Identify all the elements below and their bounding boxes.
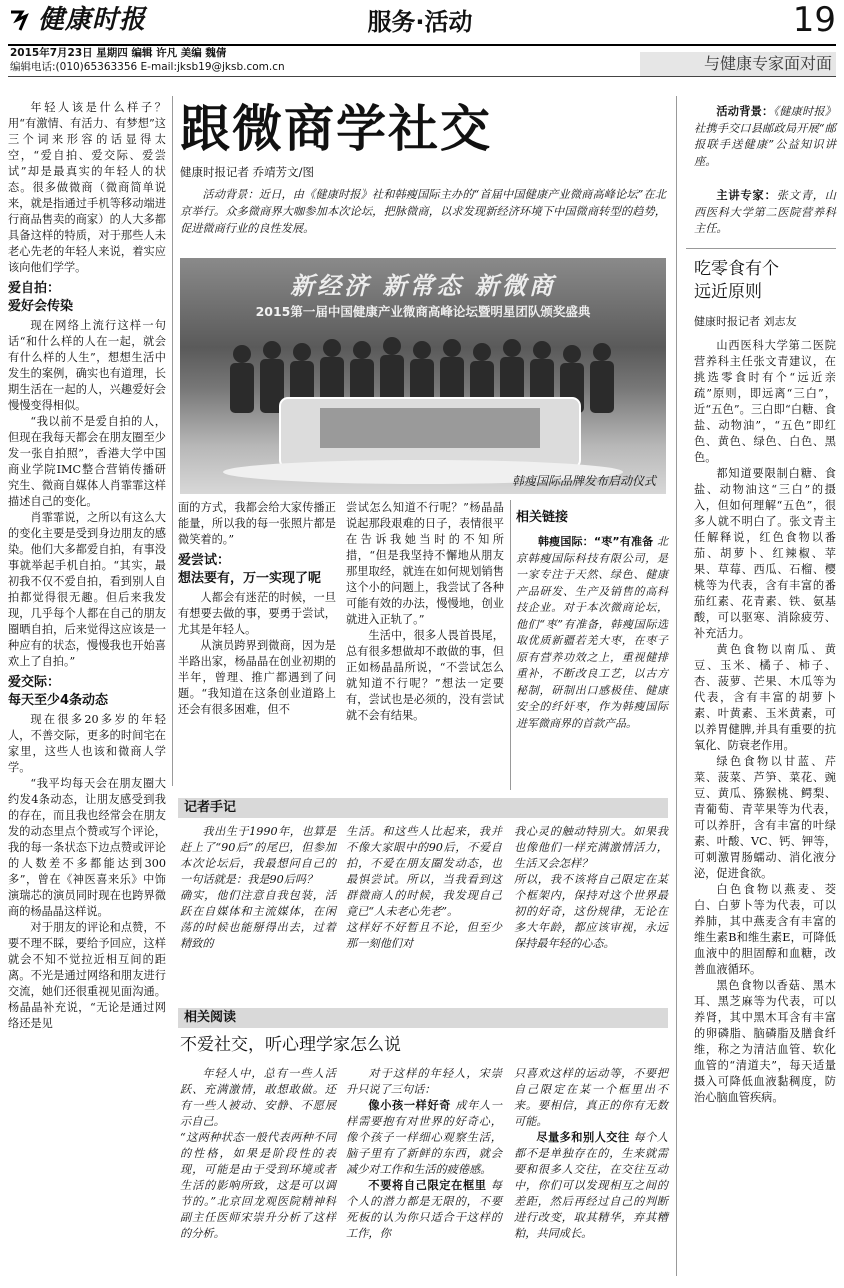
reading-col-2 [346,1066,502,1242]
right-expert-text: 张文青，山西医科大学第二医院营养科主任。 [694,189,836,235]
reading-header: 相关阅读 [178,1008,668,1028]
col3-paragraph: 生活中，很多人畏首畏尾，总有很多想做却不敢做的事，但正如杨晶晶所说，“不尝试怎么就知道不行呢？”想法一定要有，尝试也是必须的，没有尝试就不会有结果。 [346,629,504,722]
related-link-header: 相关链接 [516,510,569,525]
reading-tip-no-limit: 不要将自己限定在框里 [368,1179,487,1192]
col2-paragraph: 从演员跨界到微商，因为是半路出家，杨晶晶在创业初期的半年，曾理、推广都遇到了问题。“我知道在这条创业道路上还会有很多困难，但不 [178,639,336,716]
reading-tip-text: 成年人一样需要抱有对世界的好奇心，像个孩子一样细心观察生活，脑子里有了新鲜的东西，就会减少对工作和生活的疲倦感。 [346,1099,502,1176]
col1-paragraph: “我以前不是爱自拍的人，但现在我每天都会在朋友圈至少发一张自拍照”，香港大学中国商业学院IMC整合营销传播研究生、微商自媒体人肖霏霏这样描述自己的变化。 [8,415,166,508]
col1-subhead-selfie: 爱自拍： 爱好会传染 [8,281,74,314]
photo-caption: 韩瘦国际品牌发布启动仪式 [511,474,656,488]
right-background-text: 《健康时报》社携手交口县邮政局开展“邮报联手送健康”公益知识讲座。 [694,105,836,168]
column-2 [178,500,336,718]
photo-banner-slogan: 新经济 新常态 新微商 [290,271,556,300]
date-line: 2015年7月23日 星期四 编辑 许凡 美编 魏倩 [10,47,227,59]
reading-intro: 对于这样的年轻人，宋崇升只说了三句话： [346,1067,502,1096]
col1-paragraph: 对于朋友的评论和点赞，不要不理不睬，要给予回应，这样就会不知不觉拉近相互间的距离。不光是通过网络和朋友进行交流，她们还很重视见面沟通。杨晶晶补充说，“无论是通过网络还是见 [8,921,166,1030]
related-link-lead: 韩瘦国际：“枣”有准备 [538,535,654,548]
right-paragraph: 绿色食物以甘蓝、芹菜、菠菜、芦笋、菜花、豌豆、黄瓜、猕猴桃、鳄梨、青葡萄、青苹果等为代表，可以养肝，含有丰富的叶绿素、叶酸、VC、钙、钾等，可刺激胃肠蠕动、消化液分泌，促进食欲。 [694,755,836,880]
notes-col-3: 我心灵的触动特别大。如果我也像他们一样充满激情活力，生活又会怎样？ 所以，我不该将自己限定在某个框架内，保持对这个世界最初的好奇，这份规律，无论在多大年龄，都应该审视，永远保持最年轻的心态。 [514,825,668,950]
notes-header: 记者手记 [178,798,668,818]
right-paragraph: 都知道要限制白糖、食盐、动物油这“三白”的摄入，但如何理解“五色”，很多人就不明白了。张文青主任解释说，红色食物以番茄、胡萝卜、红辣椒、苹果、草莓、西瓜、石榴、樱桃等为代表，含有丰富的番茄红素、花青素、铁、氨基酸，可以驱寒、消除疲劳、补充活力。 [694,467,836,640]
column-1 [8,100,166,1032]
photo-banner-title: 2015第一届中国健康产业微商高峰论坛暨明星团队颁奖盛典 [255,304,591,319]
col1-subhead-social: 爱交际： 每天至少4条动态 [8,675,109,708]
column-3 [346,500,504,724]
byline: 健康时报记者 乔靖芳文/图 [180,165,315,179]
col2-paragraph: 人都会有迷茫的时候，一旦有想要去做的事，要勇于尝试，尤其是年轻人。 [178,591,336,636]
right-expert [694,188,836,238]
reading-tip-text: 每个人的潜力都是无限的，不要死板的认为你只适合干这样的工作，你 [346,1179,502,1240]
right-byline: 健康时报记者 刘志友 [694,315,797,328]
right-paragraph: 山西医科大学第二医院营养科主任张文青建议，在挑选零食时有个“远近亲疏”原则，即远离“三白”，近“五色”。三白即“白糖、食盐、动物油”，“五色”即红色、黄色、绿色、白色、黑色。 [694,339,836,464]
related-link-box [516,508,668,732]
column-name: 与健康专家面对面 [640,52,836,76]
reading-col-3 [514,1066,668,1242]
logo-emblem-icon [8,8,34,34]
logo-text: 健康时报 [38,5,147,35]
logo [8,4,148,38]
related-link-body: 北京韩瘦国际科技有限公司，是一家专注于天然、绿色、健康产品研发、生产及销售的高科技企业。对于本次微商论坛，他们“枣”有准备，韩瘦国际选取优质新疆若羌大枣，在枣子原有营养功效之上，重视健排重补，不断改良工艺，以古方秘制，研制出口感极佳、健康安全的纤奸枣，作为韩瘦国际进军微商界的首款产品。 [516,535,668,730]
col1-paragraph: 肖霏霏说，之所以有这么大的变化主要是受到身边朋友的感染。他们大多都爱自拍，有事没事就举起手机自拍。“其实，最初我不仅不爱自拍，看到别人自拍都觉得很无趣。但后来我发现，几乎每个人都在自己的朋友圈晒自拍，后来觉得这应该是一种应有的状态，慢慢我也开始喜欢上了自拍。” [8,511,166,668]
notes-col-2: 生活。和这些人比起来，我并不像大家眼中的90后，不爱自拍，不爱在朋友圈发动态，也最惧尝试。所以，当我看到这群微商人的时候，我发现自己竟已“人未老心先老”。 这样好不好暂且不论，但至少那一刻他们对 [346,825,502,950]
reading-title: 不爱社交，听心理学家怎么说 [180,1035,401,1055]
notes-col-1: 我出生于1990年，也算是赶上了“90后”的尾巴，但参加本次论坛后，我最想问自己的一句话就是：我是90后吗？ 确实，他们注意自我包装，活跃在自媒体和主流媒体，在闲荡的时候也能掰得出去，过着精致的 [180,825,336,950]
col1-paragraph: 现在很多20多岁的年轻人，不善交际，更多的时间宅在家里，这些人也该和微商人学学。 [8,713,166,774]
right-expert-label: 主讲专家： [716,189,777,202]
reading-tip-text: 每个人都不是单独存在的，生来就需要和很多人交往，在交往互动中，你们可以发现相互之间的差距，然后再经过自己的判断进行改变，取其精华，弃其糟粕，共同成长。 [514,1131,668,1240]
contact-line: 编辑电话:(010)65363356 E-mail:jksb19@jksb.com.cn [10,61,285,73]
page-number: 19 [792,0,836,40]
reading-tip-curious: 像小孩一样好奇 [368,1099,452,1112]
right-background [694,104,836,170]
col2-paragraph: 面的方式，我都会给大家传播正能量，所以我的每一张照片都是微笑着的。” [178,501,336,546]
reading-tip-socialize: 尽量多和别人交往 [536,1131,630,1144]
right-paragraph: 黑色食物以香菇、黑木耳、黑芝麻等为代表，可以养肾，其中黑木耳含有丰富的卵磷脂、脑磷脂及膳食纤维，称之为清洁血管、软化血管的“清道夫”，每天适量摄入可降低血液黏稠度，防治心脑血管疾病。 [694,979,836,1104]
col1-paragraph: “我平均每天会在朋友圈大约发4条动态，让朋友感受到我的存在，而且我也经常会在朋友发的动态里点个赞或写个评论，我的每一条状态下边点赞或评论的人数差不多都能达到300多”，曾在《神医喜来乐》中饰演瑞芯的演员同时现在也跨界微商的杨晶晶这样说。 [8,777,166,918]
event-photo [180,258,666,494]
col3-paragraph: 尝试怎么知道不行呢？”杨晶晶说起那段艰难的日子，表情很平在告诉我她当时的不知所措，“但是我坚持不懈地从朋友那里取经，就连在如何规划销售这个小的问题上，我尝试了各种可能有效的办法，慢慢地，创业就进入正轨了。” [346,501,504,626]
right-background-label: 活动背景： [716,105,774,118]
headline: 跟微商学社交 [180,99,492,158]
reading-tip-text: 只喜欢这样的运动等，不要把自己限定在某一个框里出不来。要相信，真正的你有无数可能。 [514,1067,668,1128]
photo-people-figure [180,258,666,494]
right-paragraph: 黄色食物以南瓜、黄豆、玉米、橘子、柿子、杏、菠萝、芒果、木瓜等为代表，含有丰富的胡萝卜素、叶黄素、玉米黄素，可以养胃健脾,并具有重要的抗氧化、防衰老作用。 [694,643,836,752]
col2-subhead-try: 爱尝试： 想法要有，万一实现了呢 [178,553,322,586]
col1-paragraph: 年轻人该是什么样子？用“有激情、有活力、有梦想”这三个词来形容的话显得太空，“爱自拍、爱交际、爱尝试”却是最真实的年轻人的状态。很多做微商（微商简单说来，就是指通过手机等移动端进行商品售卖的商家）的人大多都具备这样的特质，对于那些人未老心先老的年轻人来说，着实应该向他们学学。 [8,101,166,274]
col1-paragraph: 现在网络上流行这样一句话“和什么样的人在一起，就会有什么样的人生”，想想生活中发生的案例，确实也有道理，长期生活在一起的人，兴趣爱好会慢慢变得相似。 [8,319,166,412]
lead-intro: 活动背景：近日，由《健康时报》社和韩瘦国际主办的“首届中国健康产业微商高峰论坛”在北京举行。众多微商界大咖参加本次论坛，把脉微商，以求发现新经济环境下中国微商转型的趋势，促进微商行业的良性发展。 [180,188,666,235]
reading-col-1: 年轻人中，总有一些人活跃、充满激情，敢想敢做。还有一些人被动、安静、不愿展示自己。 “这两种状态一般代表两种不同的性格，如果是阶段性的表现，可能是由于受到环境或者生活的影响所致，这是可以调节的。”北京回龙观医院精神科副主任医师宋崇升分析了这样的分析。 [180,1067,336,1240]
right-article-body [694,338,836,1106]
right-article-title: 吃零食有个 远近原则 [694,259,779,302]
right-paragraph: 白色食物以燕麦、茭白、白萝卜等为代表，可以养肺，其中燕麦含有丰富的维生素B和维生素E，可降低血液中的胆固醇和血糖，改善血液循环。 [694,883,836,976]
section-title: 服务·活动 [367,8,473,36]
